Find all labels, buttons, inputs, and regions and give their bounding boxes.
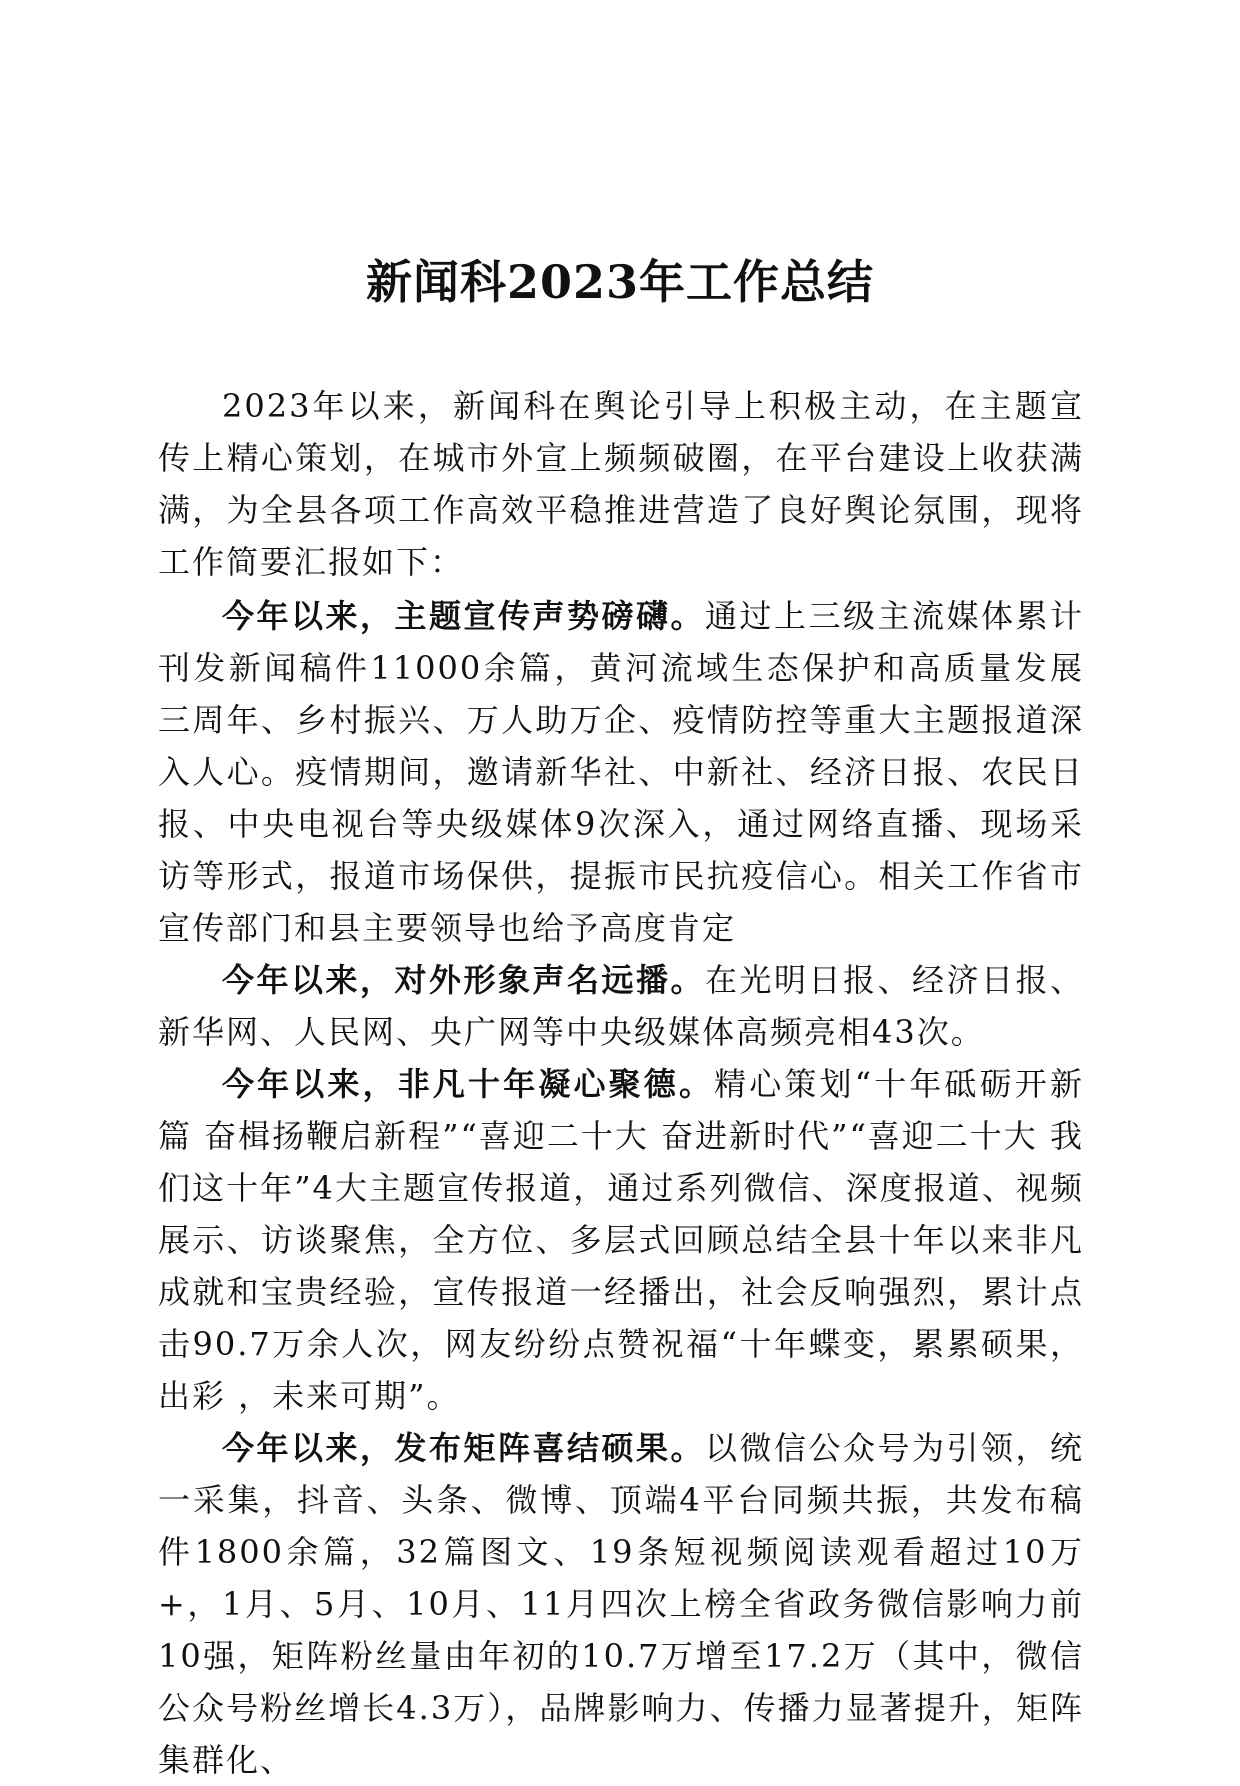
section-paragraph-external-image <box>158 954 1084 1058</box>
document-body <box>158 380 1084 1786</box>
document-title: 新闻科2023年工作总结 <box>365 255 875 309</box>
section-paragraph-media-matrix <box>158 1422 1084 1786</box>
section-text: 在光明日报、经济日报、新华网、人民网、央广网等中央级媒体高频亮相43次。 <box>158 961 1084 1051</box>
section-text: 通过上三级主流媒体累计刊发新闻稿件11000余篇，黄河流域生态保护和高质量发展三周年、乡村振兴、万人助万企、疫情防控等重大主题报道深入人心。疫情期间，邀请新华社、中新社、经济日报、农民日报、中央电视台等央级媒体9次深入，通过网络直播、现场采访等形式，报道市场保供，提振市民抗疫信心。相关工作省市宣传部门和县主要领导也给予高度肯定 <box>158 597 1084 947</box>
section-lead: 今年以来，对外形象声名远播。 <box>222 961 705 999</box>
section-lead: 今年以来，发布矩阵喜结硕果。 <box>222 1429 705 1467</box>
intro-paragraph: 2023年以来，新闻科在舆论引导上积极主动，在主题宣传上精心策划，在城市外宣上频频破圈，在平台建设上收获满满，为全县各项工作高效平稳推进营造了良好舆论氛围，现将工作简要汇报如下： <box>158 387 1084 581</box>
section-lead: 今年以来，非凡十年凝心聚德。 <box>222 1065 715 1103</box>
section-paragraph-theme-publicity <box>158 590 1084 954</box>
section-paragraph-ten-years <box>158 1058 1084 1422</box>
section-lead: 今年以来，主题宣传声势磅礴。 <box>222 597 705 635</box>
section-text: 以微信公众号为引领，统一采集，抖音、头条、微博、顶端4平台同频共振，共发布稿件1800余篇，32篇图文、19条短视频阅读观看超过10万+，1月、5月、10月、11月四次上榜全省政务微信影响力前10强，矩阵粉丝量由年初的10.7万增至17.2万（其中，微信公众号粉丝增长4.3万），品牌影响力、传播力显著提升，矩阵集群化、 <box>158 1429 1084 1779</box>
section-text: 精心策划“十年砥砺开新篇 奋楫扬鞭启新程”“喜迎二十大 奋进新时代”“喜迎二十大 我们这十年”4大主题宣传报道，通过系列微信、深度报道、视频展示、访谈聚焦，全方位、多层式回顾总结全县十年以来非凡成就和宝贵经验，宣传报道一经播出，社会反响强烈，累计点击90.7万余人次，网友纷纷点赞祝福“十年蝶变，累累硕果，出彩 ，未来可期”。 <box>158 1065 1084 1415</box>
